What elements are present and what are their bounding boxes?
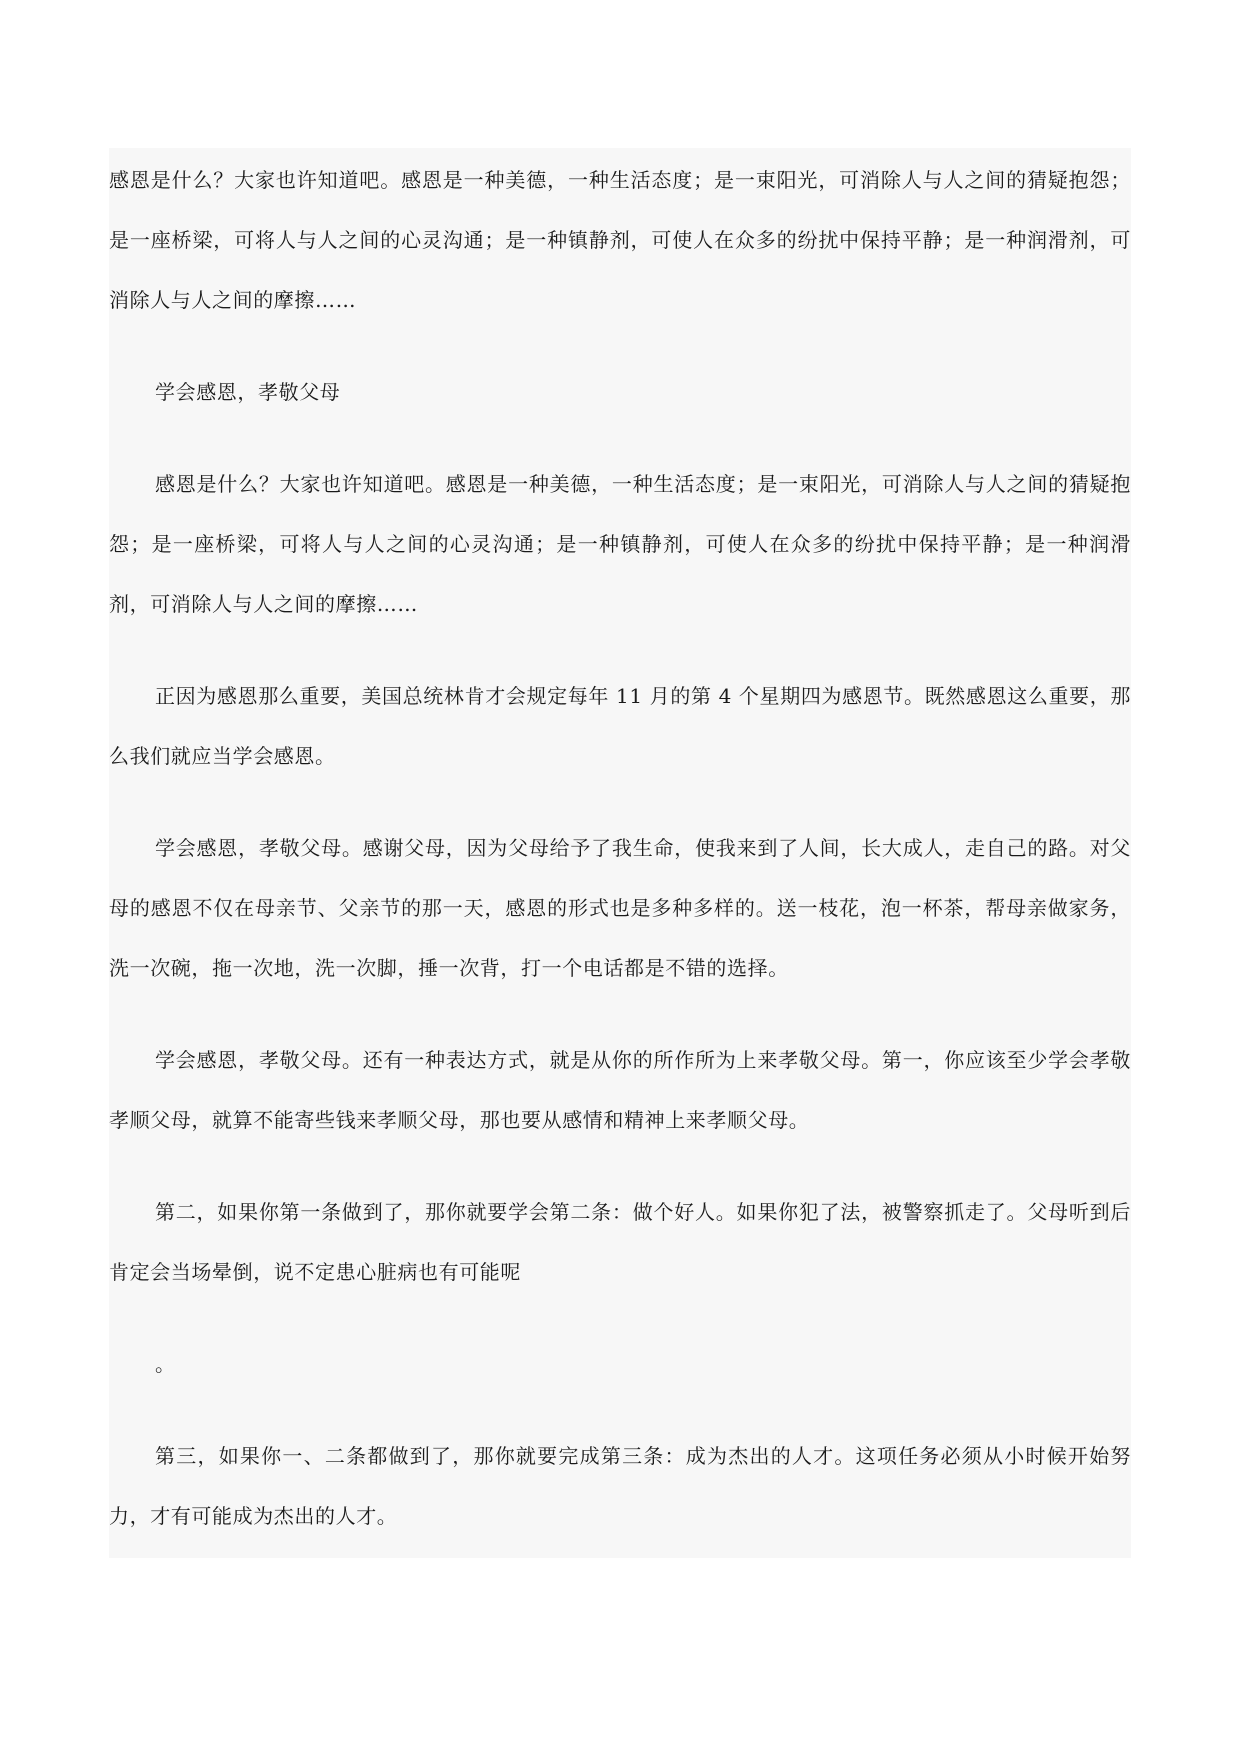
paragraph-gratitude-definition: 感恩是什么？大家也许知道吧。感恩是一种美德，一种生活态度；是一束阳光，可消除人与人之间的猜疑抱怨；是一座桥梁，可将人与人之间的心灵沟通；是一种镇静剂，可使人在众多的纷扰中保持平静；是一种润滑剂，可消除人与人之间的摩擦…… [109, 472, 1131, 616]
paragraph-heading: 学会感恩，孝敬父母 [155, 380, 341, 404]
paragraph-thank-parents: 学会感恩，孝敬父母。感谢父母，因为父母给予了我生命，使我来到了人间，长大成人，走自己的路。对父母的感恩不仅在母亲节、父亲节的那一天，感恩的形式也是多种多样的。送一枝花，泡一杯茶，帮母亲做家务，洗一次碗，拖一次地，洗一次脚，捶一次背，打一个电话都是不错的选择。 [109, 836, 1131, 980]
paragraph-first-point: 学会感恩，孝敬父母。还有一种表达方式，就是从你的所作所为上来孝敬父母。第一，你应该至少学会孝敬孝顺父母，就算不能寄些钱来孝顺父母，那也要从感情和精神上来孝顺父母。 [109, 1048, 1131, 1132]
paragraph-third-point: 第三，如果你一、二条都做到了，那你就要完成第三条：成为杰出的人才。这项任务必须从小时候开始努力，才有可能成为杰出的人才。 [109, 1444, 1131, 1528]
paragraph-second-point: 第二，如果你第一条做到了，那你就要学会第二条：做个好人。如果你犯了法，被警察抓走了。父母听到后肯定会当场晕倒，说不定患心脏病也有可能呢 [109, 1200, 1131, 1284]
paragraph-period: 。 [155, 1352, 176, 1376]
article-body [109, 148, 1131, 1558]
paragraph-intro: 感恩是什么？大家也许知道吧。感恩是一种美德，一种生活态度；是一束阳光，可消除人与人之间的猜疑抱怨；是一座桥梁，可将人与人之间的心灵沟通；是一种镇静剂，可使人在众多的纷扰中保持平静；是一种润滑剂，可消除人与人之间的摩擦…… [109, 168, 1131, 312]
paragraph-thanksgiving: 正因为感恩那么重要，美国总统林肯才会规定每年 11 月的第 4 个星期四为感恩节。既然感恩这么重要，那么我们就应当学会感恩。 [109, 684, 1131, 768]
